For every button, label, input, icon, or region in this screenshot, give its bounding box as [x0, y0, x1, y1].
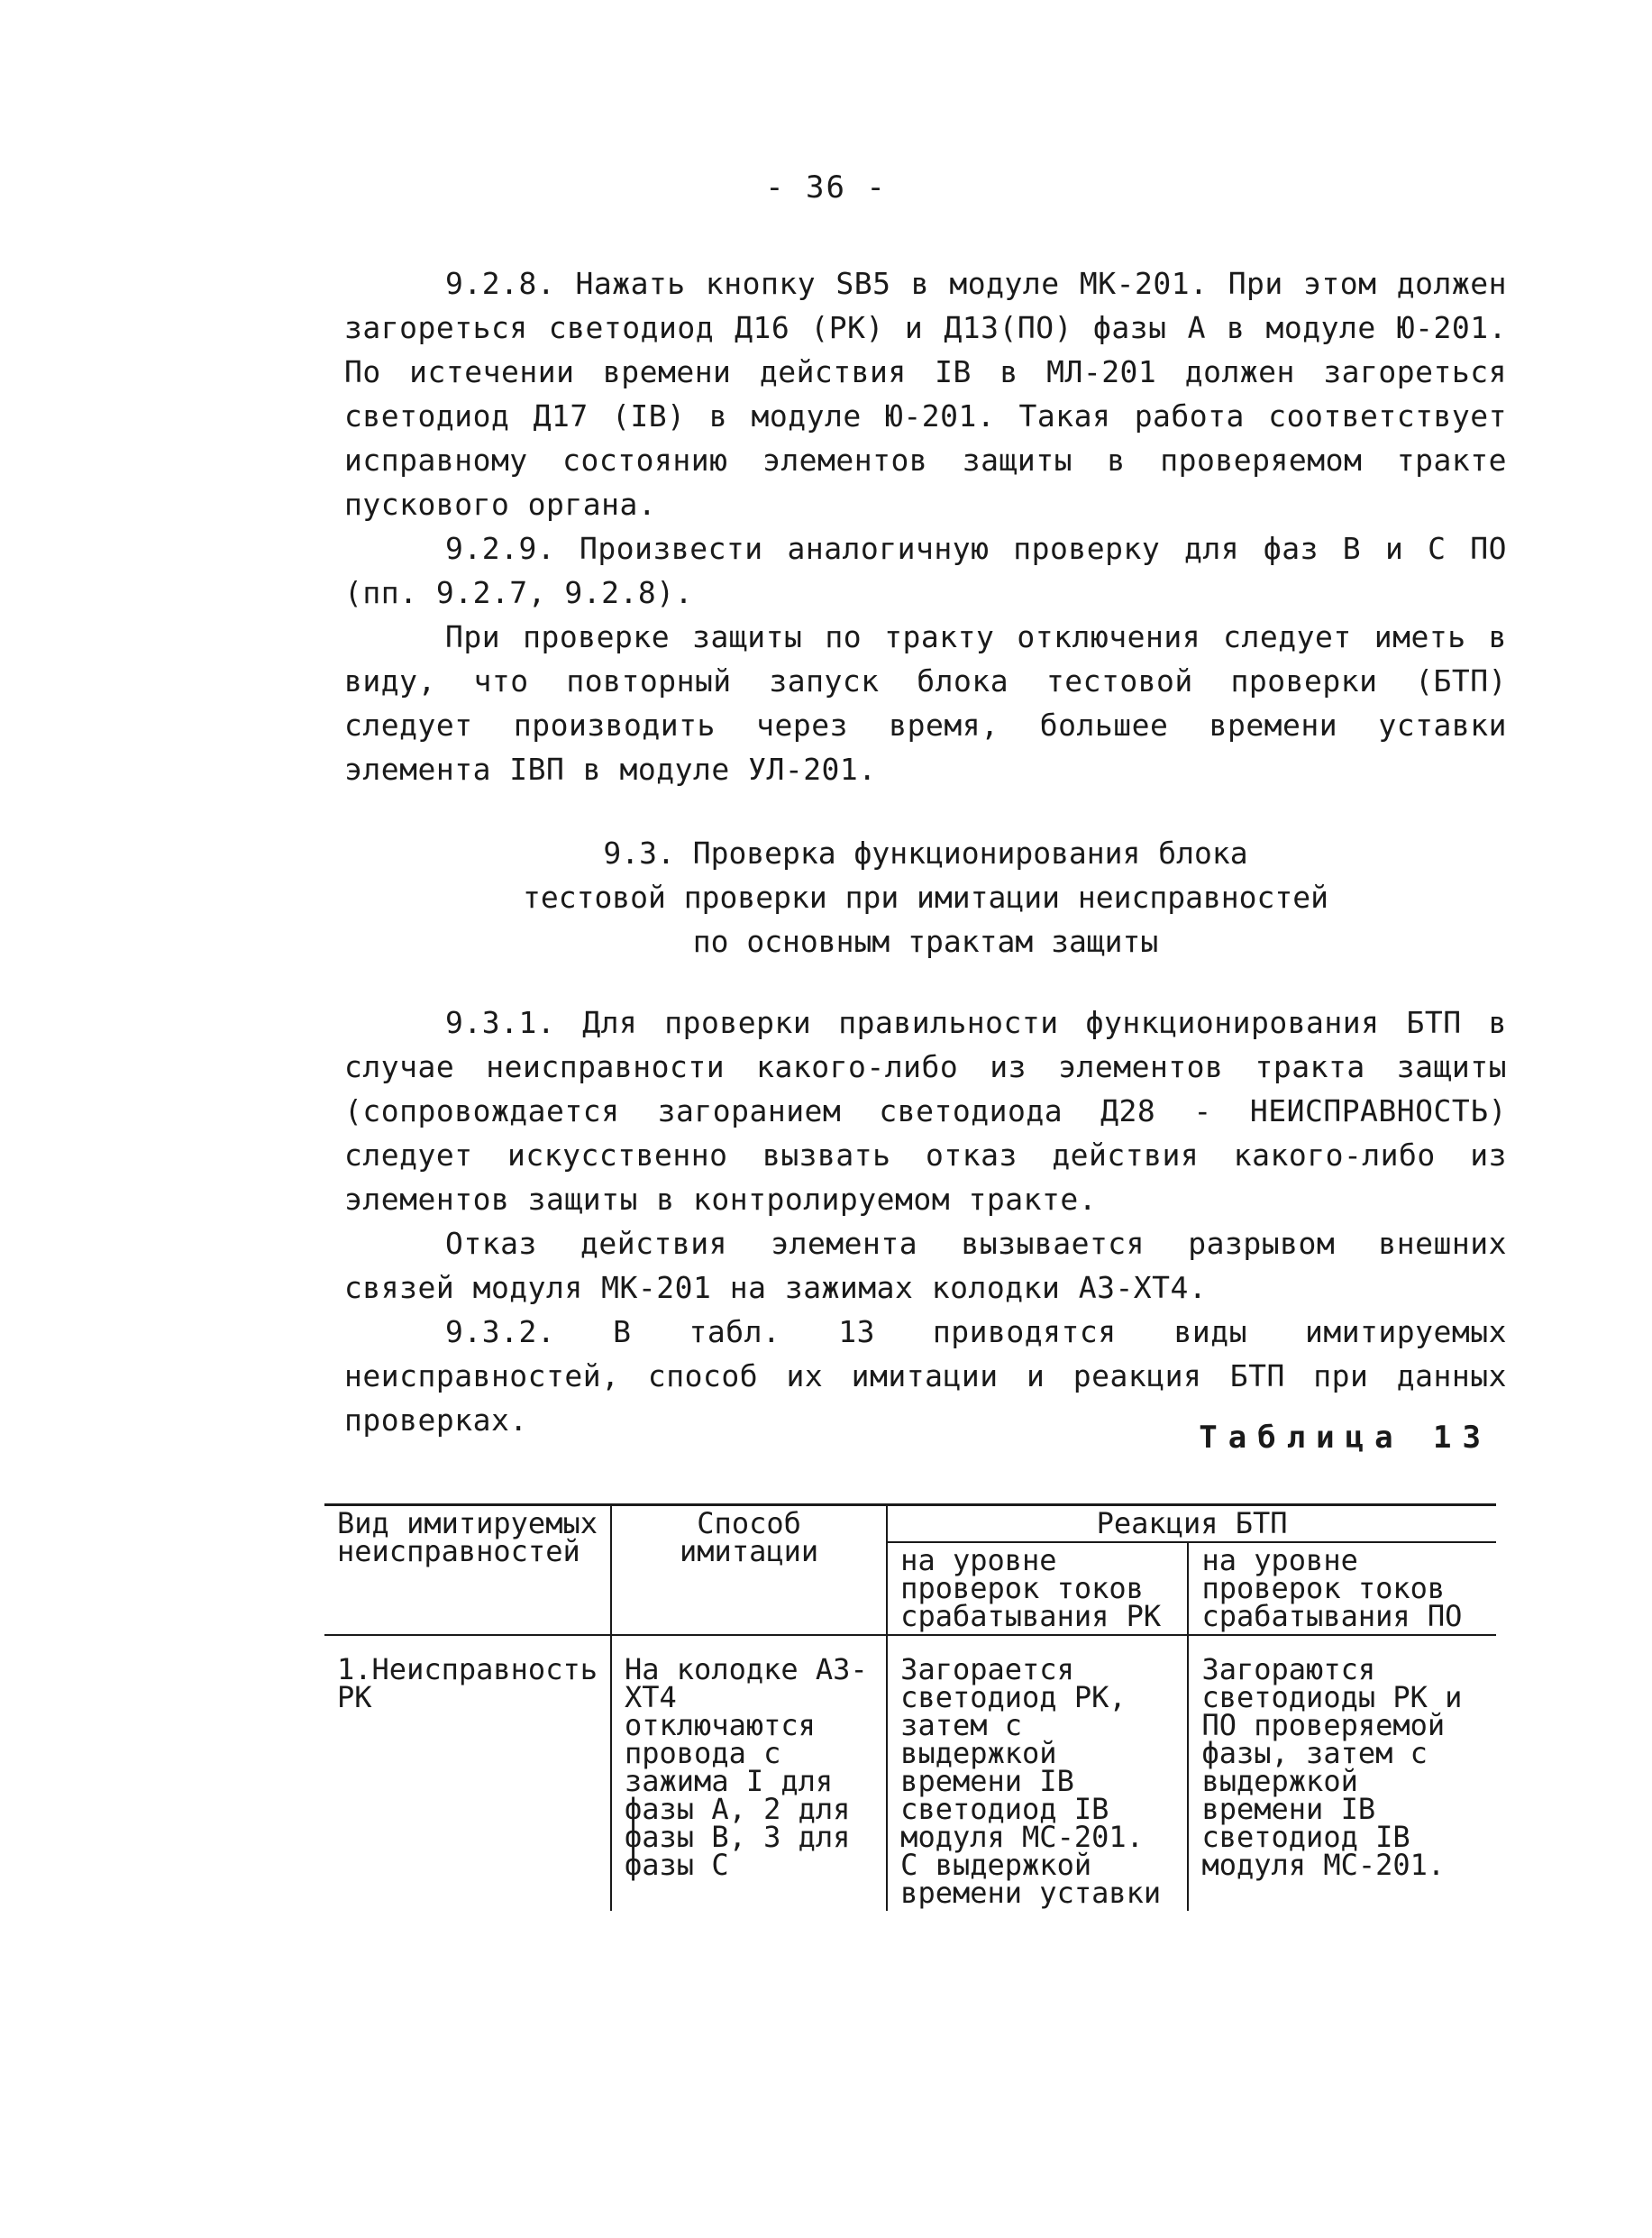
cell-po-reaction: Загораются светодиоды РК и ПО проверяемой фазы, затем с выдержкой времени IВ светодиод IВ модуля МС-201.	[1188, 1635, 1496, 1911]
cell-rk-reaction: Загорается светодиод РК, затем с выдержкой времени IВ светодиод IВ модуля МС-201. С выдержкой времени уставки	[887, 1635, 1188, 1911]
header-rk-level: на уровне проверок токов срабатывания РК	[887, 1542, 1188, 1635]
header-simulation-method: Способ имитации	[611, 1505, 887, 1636]
heading-line-1: 9.3. Проверка функционирования блока	[603, 836, 1248, 871]
section-9-3-heading	[344, 831, 1507, 964]
table-caption: Таблица 13	[1199, 1420, 1492, 1456]
header-btp-reaction: Реакция БТП	[887, 1505, 1496, 1543]
paragraph-9-3-2: 9.3.2. В табл. 13 приводятся виды имитируемых неисправностей, способ их имитации и реакция БТП при данных проверках.	[344, 1314, 1507, 1438]
paragraph-9-3-1: 9.3.1. Для проверки правильности функционирования БТП в случае неисправности какого-либо из элементов тракта защиты (сопровождается загоранием светодиода Д28 - НЕИСПРАВНОСТЬ) следует искусственно вызвать отказ действия какого-либо из элементов защиты в контролируемом тракте.	[344, 1005, 1507, 1217]
header-po-level: на уровне проверок токов срабатывания ПО	[1188, 1542, 1496, 1635]
table-13	[324, 1503, 1496, 1911]
section-9-3-text	[344, 1000, 1507, 1442]
cell-fault-type: 1.Неисправность РК	[337, 1652, 598, 1714]
paragraph-failure: Отказ действия элемента вызывается разрывом внешних связей модуля МК-201 на зажимах колодки АЗ-ХТ4.	[344, 1226, 1507, 1305]
paragraph-btp-restart: При проверке защиты по тракту отключения следует иметь в виду, что повторный запуск блока тестовой проверки (БТП) следует производить через время, большее времени уставки элемента IВП в модуле УЛ-201.	[344, 619, 1507, 787]
fault-simulation-table	[324, 1503, 1496, 1911]
paragraph-9-2-8: 9.2.8. Нажать кнопку SB5 в модуле МК-201. При этом должен загореться светодиод Д16 (РК) и Д13(ПО) фазы А в модуле Ю-201. По истечении времени действия IВ в МЛ-201 должен загореться светодиод Д17 (IВ) в модуле Ю-201. Такая работа соответствует исправному состоянию элементов защиты в проверяемом тракте пускового органа.	[344, 266, 1507, 522]
header-fault-type: Вид имитируемых неисправностей	[324, 1505, 611, 1636]
cell-simulation-method: На колодке АЗ-ХТ4 отключаются провода с зажима I для фазы А, 2 для фазы В, 3 для фазы С	[611, 1635, 887, 1911]
paragraph-9-2-9: 9.2.9. Произвести аналогичную проверку для фаз В и С ПО (пп. 9.2.7, 9.2.8).	[344, 531, 1507, 610]
page-number: - 36 -	[765, 169, 887, 206]
section-9-2-text	[344, 261, 1507, 791]
table-row	[324, 1635, 1496, 1911]
heading-line-3: по основным трактам защиты	[692, 924, 1159, 959]
heading-line-2: тестовой проверки при имитации неисправностей	[522, 880, 1329, 915]
